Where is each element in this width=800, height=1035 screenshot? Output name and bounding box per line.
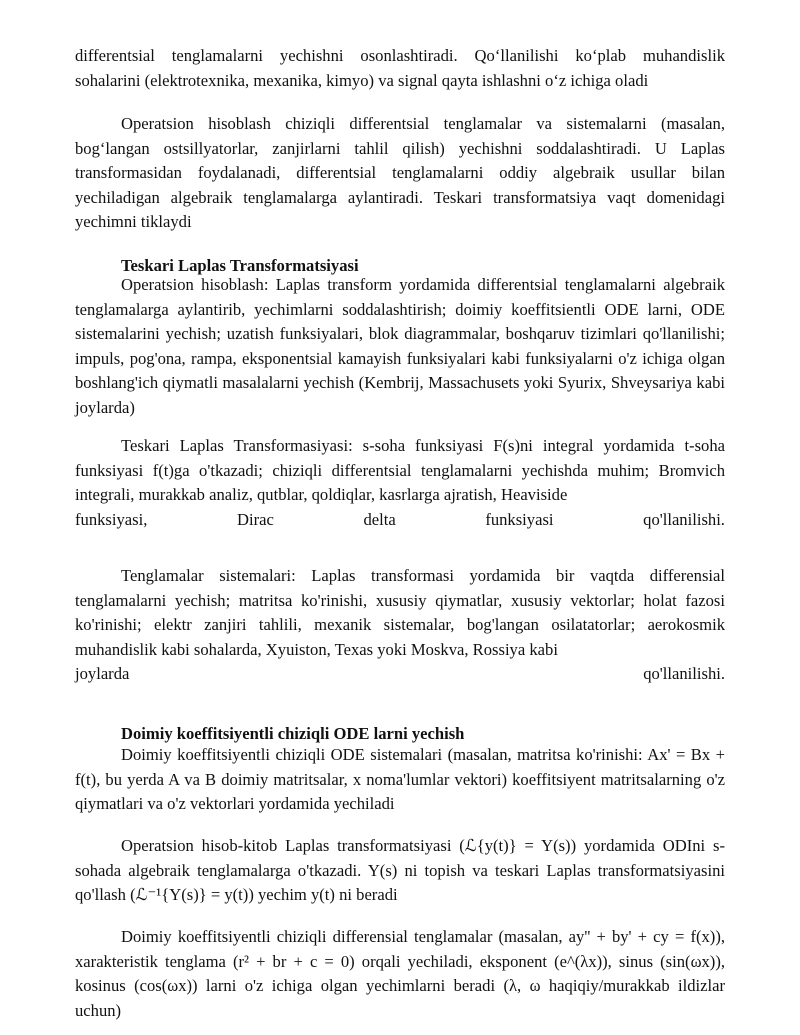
word: delta <box>363 509 396 529</box>
word: joylarda <box>75 664 130 683</box>
paragraph-ode-characteristic: Doimiy koeffitsiyentli chiziqli differensial tenglamalar (masalan, ay'' + by' + cy = f(x)), xarakteristik tenglama (r² + br + c = 0) orqali yechiladi, eksponent (e^(λx)), sinus (sin(ωx)), kosinus (cos(ωx)) larni o'z ichiga olgan yechimlarni beradi (λ, ω haqiqiy/murakkab ildizlar uchun) <box>75 927 725 1020</box>
paragraph-ode-laplace: Operatsion hisob-kitob Laplas transformatsiyasi (ℒ{y(t)} = Y(s)) yordamida ODIni s-sohada algebraik tenglamalarga o'tkazadi. Y(s) ni topish va teskari Laplas transformatsiyasini qo'llash (ℒ⁻¹{Y(s)} = y(t)) yechim y(t) ni beradi <box>75 836 725 904</box>
justified-last-line <box>75 508 725 533</box>
word: funksiyasi <box>485 509 554 529</box>
word: funksiyasi, <box>75 509 148 529</box>
justified-last-line <box>75 662 725 687</box>
word: qo'llanilishi. <box>643 509 725 529</box>
paragraph-continuation <box>75 44 725 93</box>
paragraph-inverse-operational: Operatsion hisoblash: Laplas transform yordamida differentsial tenglamalarni algebraik tenglamalarga aylantirib, yechimlarni soddalashtirish; doimiy koeffitsientli ODE larni, ODE sistemalarini yechish; uzatish funksiyalari, blok diagrammalar, boshqaruv tizimlari qo'llanilishi; impuls, pog'ona, rampa, eksponentsial kamayish funksiyalari kabi funksiyalarni o'z ichiga olgan boshlang'ich qiymatli masalalarni yechish (Kembrij, Massachusets yoki Syurix, Shveysariya kabi joylarda) <box>75 275 725 417</box>
paragraph-systems <box>75 564 725 687</box>
paragraph-line: differentsial tenglamalarni yechishni osonlashtiradi. Qo‘llanilishi ko‘plab muhandislik <box>75 46 725 65</box>
paragraph-inverse-transform <box>75 434 725 532</box>
heading-ode-constant-coefficients: Doimiy koeffitsiyentli chiziqli ODE larni yechish <box>121 724 465 743</box>
paragraph-operational-calculus: Operatsion hisoblash chiziqli differentsial tenglamalar va sistemalarni (masalan, bog‘langan ostsillyatorlar, zanjirlarni tahlil qilish) yechishni soddalashtiradi. U Laplas transformasidan foydalanadi, differentsial tenglamalarni oddiy algebraik usullar bilan yechiladigan algebraik tenglamalarga aylantiradi. Teskari transformatsiya vaqt domenidagi yechimni tiklaydi <box>75 114 725 231</box>
word: qo'llanilishi. <box>643 664 725 683</box>
word: Dirac <box>236 509 274 529</box>
paragraph-ode-systems: Doimiy koeffitsiyentli chiziqli ODE sistemalari (masalan, matritsa ko'rinishi: Ax' = Bx + f(t), bu yerda A va B doimiy matritsalar, x noma'lumlar vektori) koeffitsiyent matritsalarning o'z qiymatlari va o'z vektorlari yordamida yechiladi <box>75 745 725 813</box>
heading-inverse-laplace: Teskari Laplas Transformatsiyasi <box>121 256 359 275</box>
paragraph-line: sohalarini (elektrotexnika, mexanika, kimyo) va signal qayta ishlashni o‘z ichiga oladi <box>75 70 649 90</box>
paragraph-body: Teskari Laplas Transformasiyasi: s-soha funksiyasi F(s)ni integral yordamida t-soha funksiyasi f(t)ga o'tkazadi; chiziqli differentsial tenglamalarni yechishda muhim; Bromvich integrali, murakkab analiz, qutblar, qoldiqlar, kasrlarga ajratish, Heaviside <box>75 436 725 504</box>
paragraph-body: Tenglamalar sistemalari: Laplas transformasi yordamida bir vaqtda differensial tenglamalarni yechish; matritsa ko'rinishi, xususiy qiymatlar, xususiy vektorlar; holat fazosi ko'rinishi; elektr zanjiri tahlili, mexanik sistemalar, bog'langan osilatatorlar; aerokosmik muhandislik kabi sohalarda, Xyuiston, Texas yoki Moskva, Rossiya kabi <box>75 566 725 659</box>
